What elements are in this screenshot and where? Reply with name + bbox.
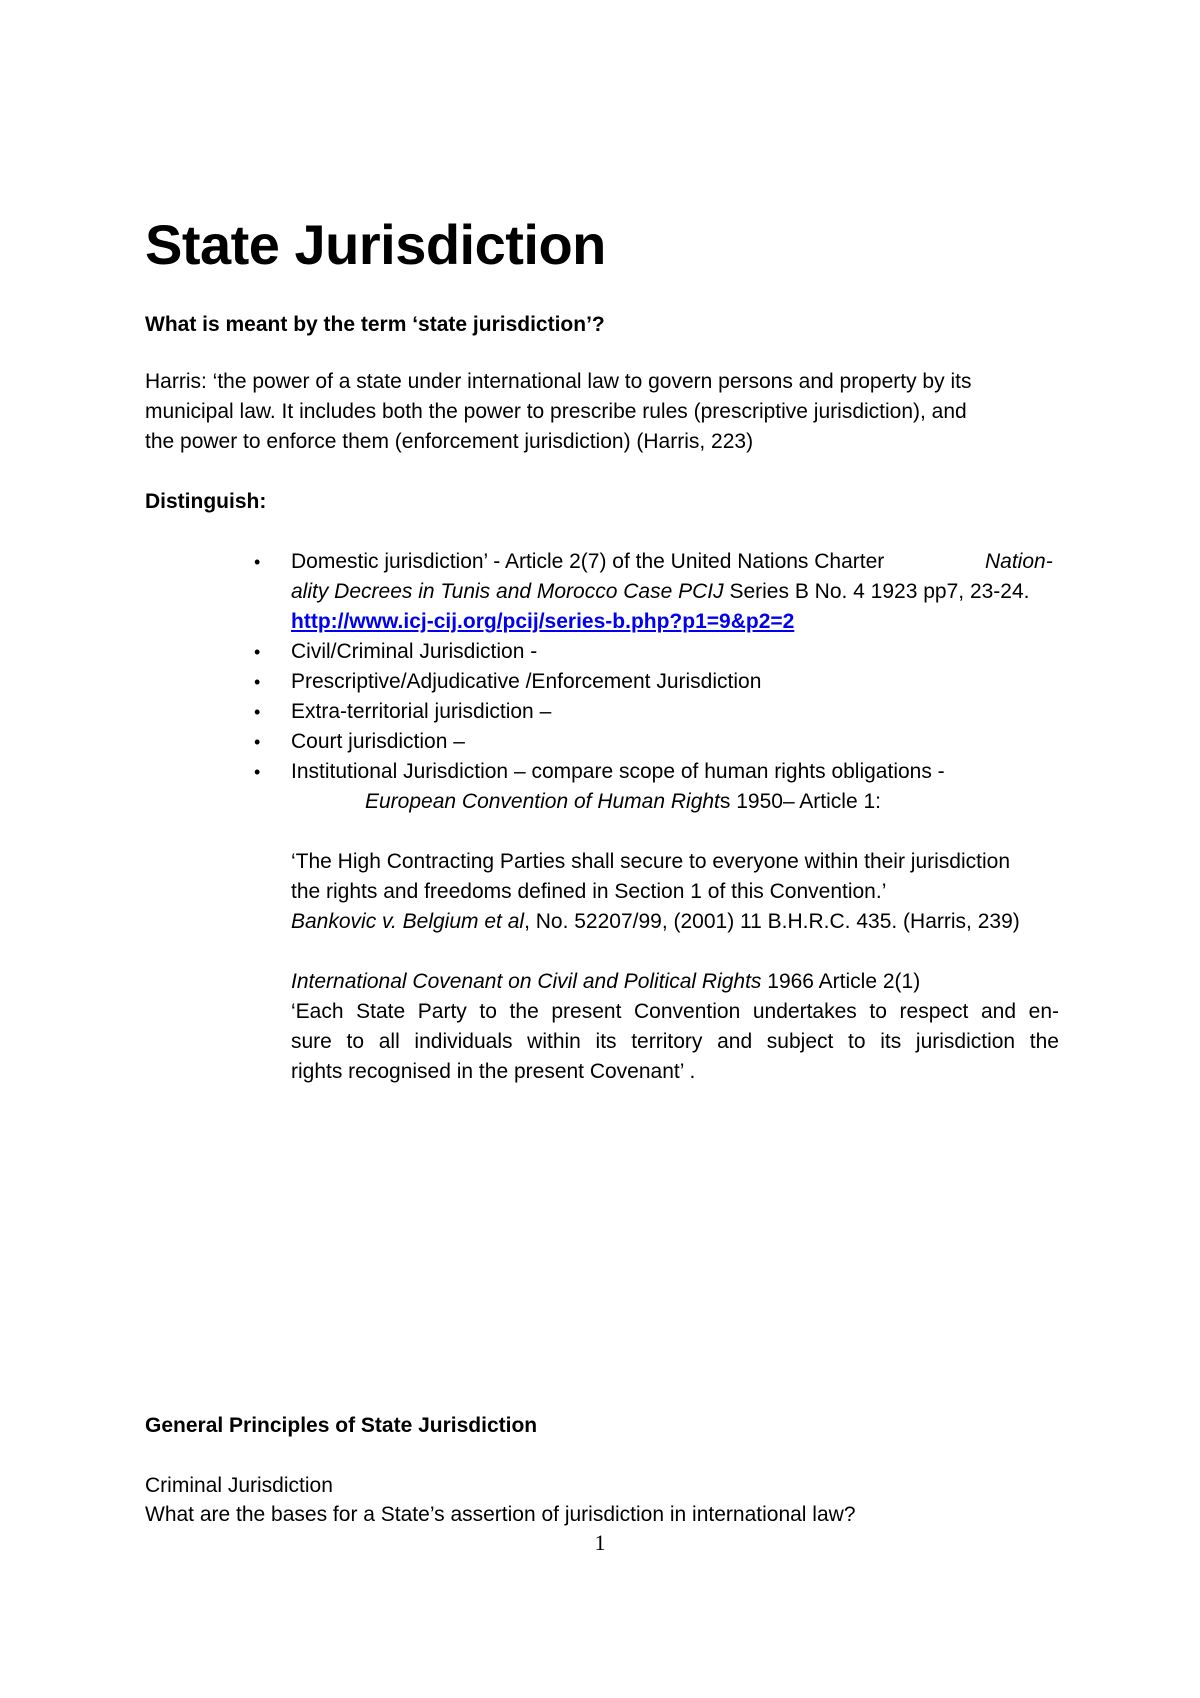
bullet-domestic-italic-tail: Nation- <box>985 550 1053 573</box>
echr-article: s 1950– Article 1: <box>719 790 881 813</box>
page-number: 1 <box>594 1530 606 1555</box>
bullet-domestic-line-2 <box>291 577 1030 607</box>
bullet-marker: • <box>254 702 261 722</box>
bullet-extra-territorial: Extra-territorial jurisdiction – <box>291 700 552 723</box>
bullet-prescriptive: Prescriptive/Adjudicative /Enforcement Jurisdiction <box>291 670 762 693</box>
bankovic-citation <box>291 907 1020 937</box>
iccpr-quote-line-3: rights recognised in the present Covenant’ . <box>291 1060 696 1083</box>
bullet-marker: • <box>254 552 261 572</box>
page-title: State Jurisdiction <box>145 213 606 276</box>
bullet-court: Court jurisdiction – <box>291 730 465 753</box>
harris-line-3: the power to enforce them (enforcement jurisdiction) (Harris, 223) <box>145 430 754 453</box>
distinguish-label: Distinguish: <box>145 490 267 513</box>
case-citation: Series B No. 4 1923 pp7, 23-24. <box>723 580 1030 603</box>
criminal-jurisdiction-question: What are the bases for a State’s assertion of jurisdiction in international law? <box>145 1503 856 1526</box>
echr-citation <box>365 787 881 817</box>
echr-title: European Convention of Human Right <box>365 790 720 813</box>
iccpr-title: International Covenant on Civil and Political Rights <box>291 970 762 993</box>
question-heading: What is meant by the term ‘state jurisdiction’? <box>145 313 605 336</box>
icj-link[interactable]: http://www.icj-cij.org/pcij/series-b.php?p1=9&p2=2 <box>291 610 795 633</box>
iccpr-quote-line-1: ‘Each State Party to the present Convention undertakes to respect and en- <box>291 1000 1059 1023</box>
criminal-jurisdiction-heading: Criminal Jurisdiction <box>145 1474 333 1497</box>
bullet-civil-criminal: Civil/Criminal Jurisdiction - <box>291 640 538 663</box>
harris-line-1: Harris: ‘the power of a state under international law to govern persons and property by its <box>145 370 972 393</box>
bullet-marker: • <box>254 672 261 692</box>
case-name: ality Decrees in Tunis and Morocco Case PCIJ <box>291 580 724 603</box>
bullet-domestic-text: Domestic jurisdiction’ - Article 2(7) of the United Nations Charter <box>291 550 885 573</box>
bankovic-reference: , No. 52207/99, (2001) 11 B.H.R.C. 435. (Harris, 239) <box>524 910 1020 933</box>
bullet-marker: • <box>254 642 261 662</box>
bullet-marker: • <box>254 762 261 782</box>
general-principles-heading: General Principles of State Jurisdiction <box>145 1414 538 1437</box>
bullet-marker: • <box>254 732 261 752</box>
iccpr-quote-line-2: sure to all individuals within its territory and subject to its jurisdiction the <box>291 1030 1059 1053</box>
bankovic-case-name: Bankovic v. Belgium et al <box>291 910 525 933</box>
iccpr-citation <box>291 967 920 997</box>
iccpr-quote <box>291 997 1059 1057</box>
harris-line-2: municipal law. It includes both the power to prescribe rules (prescriptive jurisdiction), and <box>145 400 967 423</box>
echr-quote-line-2: the rights and freedoms defined in Section 1 of this Convention.’ <box>291 880 887 903</box>
bullet-institutional: Institutional Jurisdiction – compare scope of human rights obligations - <box>291 760 945 783</box>
echr-quote-line-1: ‘The High Contracting Parties shall secure to everyone within their jurisdiction <box>291 850 1011 873</box>
iccpr-article: 1966 Article 2(1) <box>761 970 921 993</box>
